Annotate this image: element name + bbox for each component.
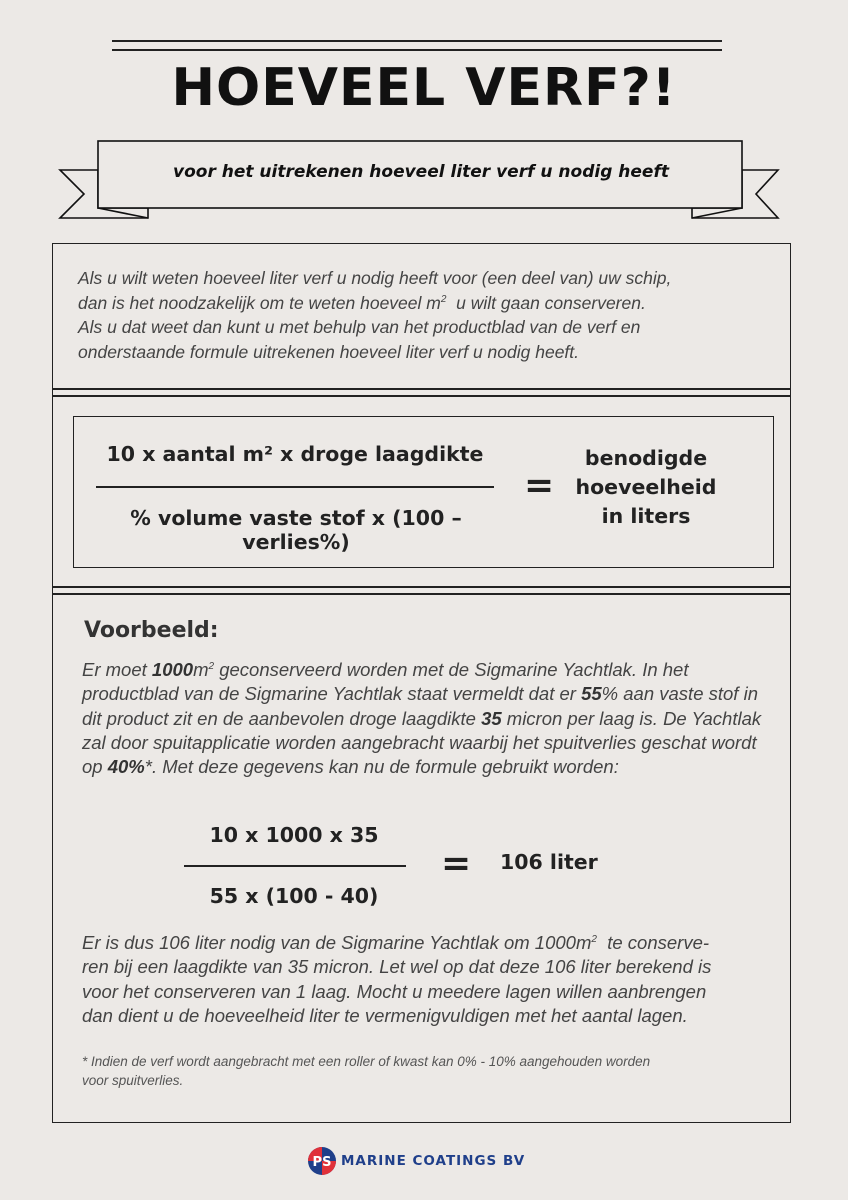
header-top-rule xyxy=(112,40,722,42)
conclusion-line-1: Er is dus 106 liter nodig van de Sigmarine Yachtlak om $1000m^2$ te conserve- xyxy=(82,932,710,953)
company-logo xyxy=(307,1146,525,1176)
intro-line-1: Als u wilt weten hoeveel liter verf u nodig heeft voor (een deel van) uw schip, xyxy=(78,268,672,288)
conclusion-line-3: voor het conserveren van 1 laag. Mocht u meedere lagen willen aanbrengen xyxy=(82,980,707,1002)
example-calc-equals-sign: = xyxy=(441,843,472,884)
formula-result-line-2: hoeveelheid xyxy=(575,475,717,499)
example-calc-result: 106 liter xyxy=(500,850,598,874)
intro-line-3: Als u dat weet dan kunt u met behulp van het productblad van de verf en xyxy=(78,317,641,337)
conclusion-paragraph xyxy=(82,931,782,1028)
section-divider-top-1 xyxy=(52,388,791,390)
ps-logo-icon xyxy=(307,1146,337,1176)
example-calc-denominator: 55 x (100 - 40) xyxy=(209,884,379,908)
intro-paragraph xyxy=(78,266,778,364)
footnote xyxy=(82,1052,782,1090)
company-name: MARINE COATINGS BV xyxy=(341,1153,526,1169)
conclusion-line-2: ren bij een laagdikte van 35 micron. Let wel op dat deze 106 liter berekend is xyxy=(82,956,712,978)
conclusion-line-4: dan dient u de hoeveelheid liter te vermenigvuldigen met het aantal lagen. xyxy=(82,1004,688,1026)
example-calc-fraction-line xyxy=(184,865,406,867)
example-paragraph: Er moet $1000m^2$ geconserveerd worden met de Sigmarine Yachtlak. In het productblad van de Sigmarine Yachtlak staat vermeldt dat er 55% aan vaste stof in dit product zit en de aanbevolen droge laagdikte 35 micron per laag is. De Yachtlak zal door spuitapplicatie worden aangebracht waarbij het spuitverlies geschat wordt op 40%*. Met deze gegevens kan nu de formule gebruikt worden: xyxy=(82,659,762,778)
intro-line-2: dan is het noodzakelijk om te weten hoeveel $m^2$ u wilt gaan conserveren. xyxy=(78,292,646,313)
section-divider-bottom-2 xyxy=(52,593,791,595)
intro-line-4: onderstaande formule uitrekenen hoeveel liter verf u nodig heeft. xyxy=(78,341,580,362)
section-divider-bottom-1 xyxy=(52,586,791,588)
section-divider-top-2 xyxy=(52,395,791,397)
formula-denominator: % volume vaste stof x (100 – verlies%) xyxy=(130,506,462,554)
formula-fraction-line xyxy=(96,486,494,488)
svg-text:PS: PS xyxy=(312,1155,332,1170)
footnote-line-2: voor spuitverlies. xyxy=(82,1073,184,1088)
subtitle: voor het uitrekenen hoeveel liter verf u nodig heeft xyxy=(173,162,669,182)
header-second-rule xyxy=(112,49,722,51)
footnote-line-1: * Indien de verf wordt aangebracht met een roller of kwast kan 0% - 10% aangehouden worden xyxy=(82,1054,651,1069)
formula-equals-sign: = xyxy=(524,465,555,506)
formula-result-line-3: in liters xyxy=(601,504,691,528)
formula-result-line-1: benodigde xyxy=(584,446,708,470)
page-title: HOEVEEL VERF?! xyxy=(171,58,677,118)
formula-result xyxy=(566,444,726,531)
formula-numerator: 10 x aantal m² x droge laagdikte xyxy=(106,442,484,466)
example-calc-numerator: 10 x 1000 x 35 xyxy=(209,823,379,847)
example-heading: Voorbeeld: xyxy=(84,618,219,643)
